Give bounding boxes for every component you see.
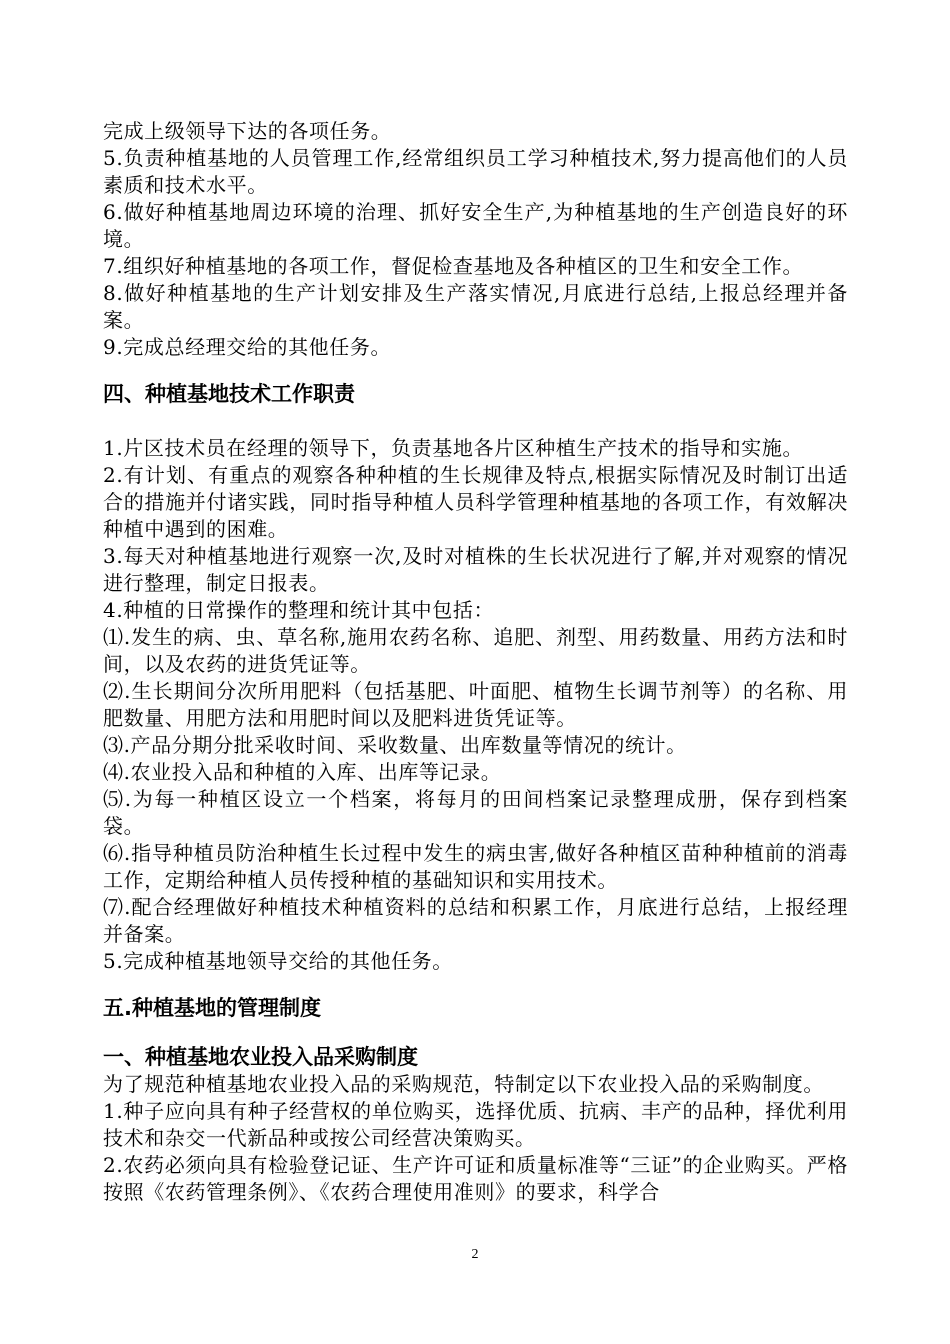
paragraph: 9.完成总经理交给的其他任务。: [103, 335, 392, 359]
list-item: ⑴.发生的病、虫、草名称,施用农药名称、追肥、剂型、用药数量、用药方法和时间，以及农药的进货凭证等。: [103, 625, 848, 676]
paragraph: 1.片区技术员在经理的领导下，负责基地各片区种植生产技术的指导和实施。: [103, 436, 804, 460]
document-page: [103, 118, 848, 1206]
subsection-heading: 一、种植基地农业投入品采购制度: [103, 1045, 418, 1069]
paragraph: 2.有计划、有重点的观察各种种植的生长规律及特点,根据实际情况及时制订出适合的措施并付诸实践，同时指导种植人员科学管理种植基地的各项工作，有效解决种植中遇到的困难。: [103, 463, 848, 541]
section-heading-4: 四、种植基地技术工作职责: [103, 382, 355, 406]
paragraph: 4.种植的日常操作的整理和统计其中包括：: [103, 598, 495, 622]
paragraph: 完成上级领导下达的各项任务。: [103, 119, 392, 143]
paragraph: 1.种子应向具有种子经营权的单位购买，选择优质、抗病、丰产的品种，择优利用技术和杂交一代新品种或按公司经营决策购买。: [103, 1099, 848, 1150]
paragraph: 3.每天对种植基地进行观察一次,及时对植株的生长状况进行了解,并对观察的情况进行整理，制定日报表。: [103, 544, 848, 595]
paragraph: 2.农药必须向具有检验登记证、生产许可证和质量标准等“三证”的企业购买。严格按照《农药管理条例》、《农药合理使用准则》的要求，科学合: [103, 1153, 848, 1204]
section-heading-5: 五.种植基地的管理制度: [103, 996, 321, 1020]
paragraph: 为了规范种植基地农业投入品的采购规范，特制定以下农业投入品的采购制度。: [103, 1072, 824, 1096]
page-number: 2: [471, 1247, 479, 1262]
list-item: ⑹.指导种植员防治种植生长过程中发生的病虫害,做好各种植区苗种种植前的消毒工作，定期给种植人员传授种植的基础知识和实用技术。: [103, 841, 848, 892]
list-item: ⑵.生长期间分次所用肥料（包括基肥、叶面肥、植物生长调节剂等）的名称、用肥数量、用肥方法和用肥时间以及肥料进货凭证等。: [103, 679, 848, 730]
paragraph: 6.做好种植基地周边环境的治理、抓好安全生产,为种植基地的生产创造良好的环境。: [103, 200, 848, 251]
paragraph: 7.组织好种植基地的各项工作，督促检查基地及各种植区的卫生和安全工作。: [103, 254, 804, 278]
paragraph: 5.完成种植基地领导交给的其他任务。: [103, 949, 453, 973]
list-item: ⑺.配合经理做好种植技术种植资料的总结和积累工作，月底进行总结，上报经理并备案。: [103, 895, 848, 946]
list-item: ⑸.为每一种植区设立一个档案，将每月的田间档案记录整理成册，保存到档案袋。: [103, 787, 848, 838]
list-item: ⑷.农业投入品和种植的入库、出库等记录。: [103, 760, 502, 784]
list-item: ⑶.产品分期分批采收时间、采收数量、出库数量等情况的统计。: [103, 733, 687, 757]
paragraph: 8.做好种植基地的生产计划安排及生产落实情况,月底进行总结,上报总经理并备案。: [103, 281, 848, 332]
paragraph: 5.负责种植基地的人员管理工作,经常组织员工学习种植技术,努力提高他们的人员素质和技术水平。: [103, 146, 848, 197]
